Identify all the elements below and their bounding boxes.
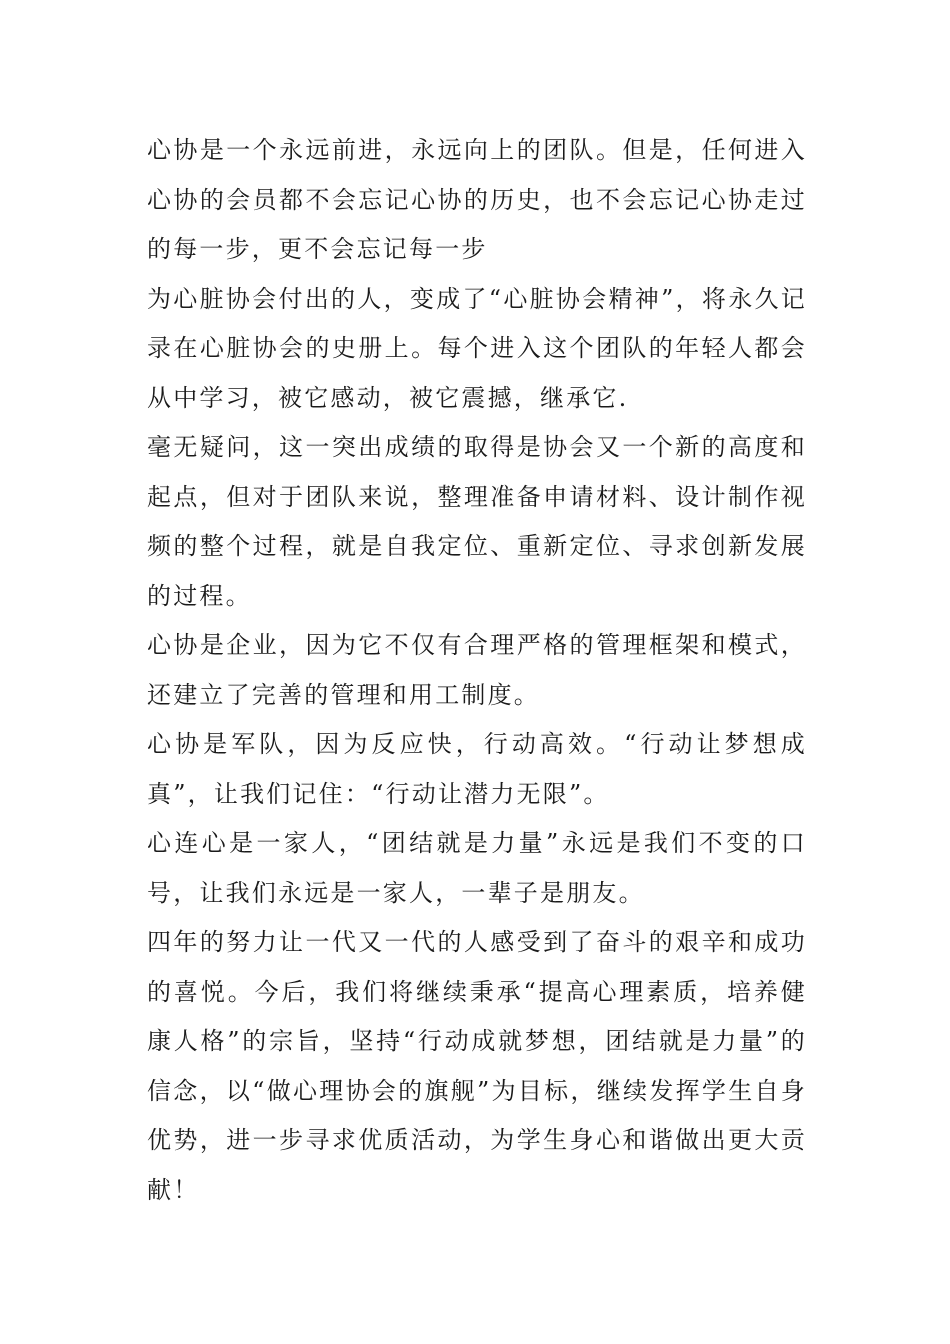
paragraph-5: 心协是军队，因为反应快，行动高效。“行动让梦想成真”，让我们记住：“行动让潜力无限”。	[147, 730, 807, 808]
paragraph-4: 心协是企业，因为它不仅有合理严格的管理框架和模式，还建立了完善的管理和用工制度。	[147, 631, 807, 709]
paragraph-3: 毫无疑问，这一突出成绩的取得是协会又一个新的高度和起点，但对于团队来说，整理准备申请材料、设计制作视频的整个过程，就是自我定位、重新定位、寻求创新发展的过程。	[147, 433, 807, 610]
paragraph-1: 心协是一个永远前进，永远向上的团队。但是，任何进入心协的会员都不会忘记心协的历史，也不会忘记心协走过的每一步，更不会忘记每一步	[147, 136, 807, 263]
paragraph-2: 为心脏协会付出的人，变成了“心脏协会精神”，将永久记录在心脏协会的史册上。每个进入这个团队的年轻人都会从中学习，被它感动，被它震撼，继承它.	[147, 284, 807, 412]
document-body	[147, 126, 807, 1215]
paragraph-6: 心连心是一家人，“团结就是力量”永远是我们不变的口号，让我们永远是一家人，一辈子是朋友。	[147, 829, 807, 907]
paragraph-7: 四年的努力让一代又一代的人感受到了奋斗的艰辛和成功的喜悦。今后，我们将继续秉承“提高心理素质，培养健康人格”的宗旨，坚持“行动成就梦想，团结就是力量”的信念，以“做心理协会的旗舰”为目标，继续发挥学生自身优势，进一步寻求优质活动，为学生身心和谐做出更大贡献！	[147, 928, 807, 1204]
